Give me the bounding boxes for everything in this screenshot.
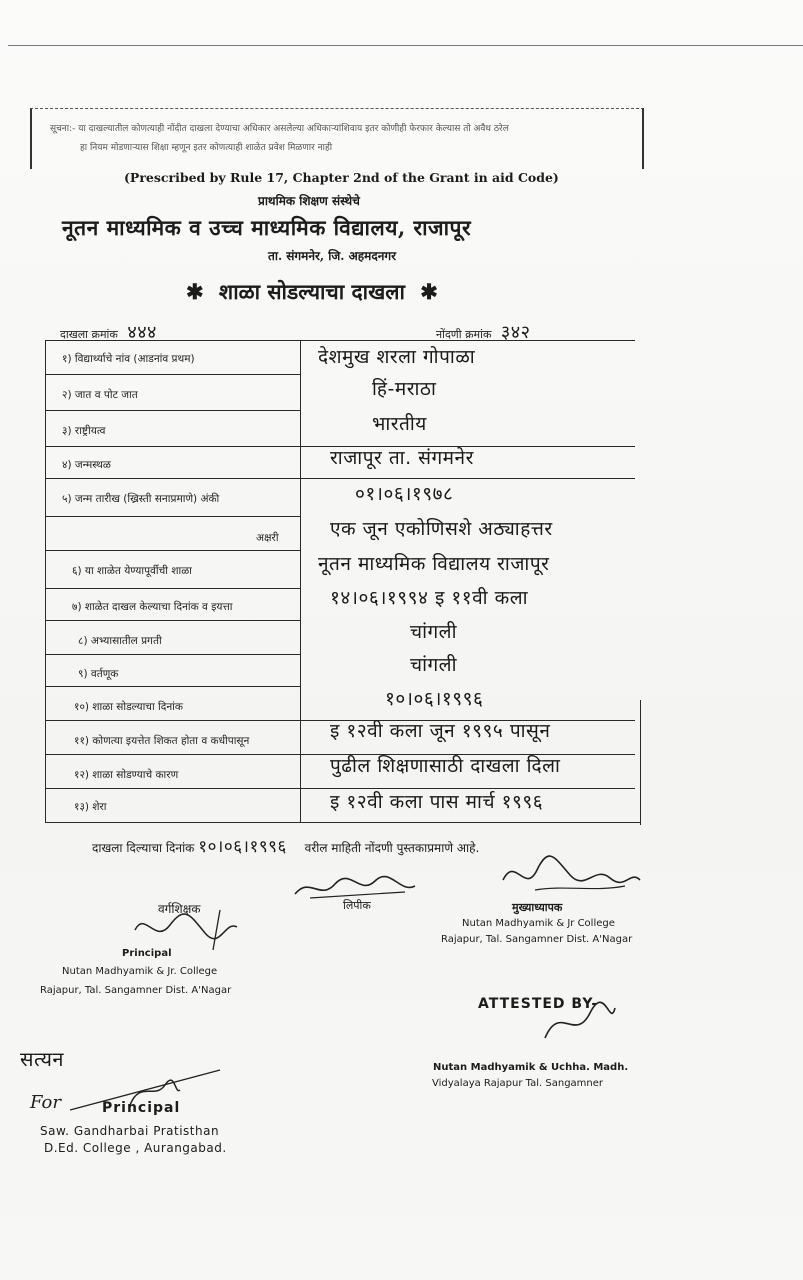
school-name: नूतन माध्यमिक व उच्च माध्यमिक विद्यालय, राजापूर: [62, 215, 472, 240]
row-label: अक्षरी: [256, 532, 279, 544]
school-location: ता. संगमनेर, जि. अहमदनगर: [268, 249, 397, 263]
principal-signature: [495, 850, 645, 900]
row-value: चांगली: [410, 654, 457, 676]
row-value: चांगली: [410, 621, 457, 643]
verified-note: वरील माहिती नोंदणी पुस्तकाप्रमाणे आहे.: [304, 841, 480, 855]
row-value: भारतीय: [372, 413, 427, 435]
row-label: ६) या शाळेत येण्यापूर्वीची शाळा: [72, 565, 192, 577]
row-label: ३) राष्ट्रीयत्व: [62, 425, 106, 437]
stamp-right-line-1: Nutan Madhyamik & Jr College: [462, 918, 615, 929]
stamp-right-line-2: Rajapur, Tal. Sangamner Dist. A'Nagar: [441, 934, 633, 945]
handwritten-name: सत्यन: [20, 1047, 65, 1071]
row-rule: [45, 686, 300, 687]
attest-stamp-line-1: Nutan Madhyamik & Uchha. Madh.: [433, 1062, 629, 1073]
table-bottom-rule: [45, 822, 640, 823]
row-label: २) जात व पोट जात: [62, 389, 138, 401]
notice-box: [30, 108, 644, 169]
header-subtitle: प्राथमिक शिक्षण संस्थेचे: [258, 194, 360, 208]
notice-line-2: हा नियम मोडणाऱ्यास शिक्षा म्हणून इतर कोणत्याही शाळेत प्रवेश मिळणार नाही: [80, 143, 333, 153]
row-label: ७) शाळेत दाखल केल्याचा दिनांक व इयत्ता: [72, 601, 233, 613]
handwritten-for: For: [30, 1092, 61, 1113]
issue-date-line: [92, 834, 479, 857]
row-value: इ १२वी कला पास मार्च १९९६: [330, 791, 544, 813]
row-value: हिं-मराठा: [372, 378, 437, 400]
table-divider: [300, 340, 301, 822]
attest-stamp-line-2: Vidyalaya Rajapur Tal. Sangamner: [432, 1078, 604, 1089]
row-rule: [45, 374, 300, 375]
notice-line-1: सूचना:- या दाखल्यातील कोणत्याही नोंदीत दाखला देण्याचा अधिकार असलेल्या अधिकाऱ्यांशिवाय इतर कोणीही फेरफार केल्यास तो अवैध ठरेल: [50, 124, 509, 134]
table-left-border: [45, 340, 46, 822]
row-rule: [45, 410, 300, 411]
dakhla-label: दाखला क्रमांक: [60, 328, 118, 341]
row-value: एक जून एकोणिसशे अठ्याहत्तर: [330, 518, 553, 540]
row-value: ०१।०६।१९७८: [355, 483, 454, 505]
row-value: इ १२वी कला जून १९९५ पासून: [330, 720, 551, 742]
row-label: १३) शेरा: [74, 801, 107, 813]
row-label: ४) जन्मस्थळ: [62, 459, 111, 471]
row-rule: [45, 588, 300, 589]
row-rule: [45, 620, 300, 621]
row-label: ५) जन्म तारीख (ख्रिस्ती सनाप्रमाणे) अंकी: [62, 493, 220, 505]
row-value: पुढील शिक्षणासाठी दाखला दिला: [330, 755, 561, 777]
row-rule: [45, 478, 635, 479]
stamp-left-line-2: Nutan Madhyamik & Jr. College: [62, 966, 218, 977]
dakhla-value: ४४४: [127, 322, 157, 343]
prescribed-rule: (Prescribed by Rule 17, Chapter 2nd of the Grant in aid Code): [124, 170, 559, 185]
certificate-title: [186, 278, 438, 306]
nondani-value: ३४२: [500, 322, 531, 343]
principal2-line-1: Saw. Gandharbai Pratisthan: [40, 1124, 220, 1138]
class-teacher-label: वर्गशिक्षक: [158, 902, 201, 916]
star-icon: ✱: [186, 279, 204, 304]
attest-signature: [540, 998, 620, 1048]
issue-label: दाखला दिल्याचा दिनांक: [92, 841, 195, 855]
row-value: देशमुख शरला गोपाळा: [318, 346, 476, 368]
row-value: १४।०६।१९९४ इ ११वी कला: [330, 587, 529, 609]
stamp-left-line-1: Principal: [122, 948, 172, 959]
top-rule: [8, 45, 803, 46]
row-value: राजापूर ता. संगमनेर: [330, 447, 474, 469]
nondani-label: नोंदणी क्रमांक: [436, 328, 492, 341]
principal-label: मुख्याध्यापक: [512, 901, 563, 914]
row-label: १) विद्यार्थ्याचे नांव (आडनांव प्रथम): [62, 353, 195, 365]
row-value: १०।०६।१९९६: [385, 688, 484, 710]
row-label: १२) शाळा सोडण्याचे कारण: [74, 769, 179, 781]
star-icon: ✱: [420, 279, 438, 304]
row-label: ९) वर्तणूक: [78, 668, 119, 680]
title-text: शाळा सोडल्याचा दाखला: [218, 279, 405, 304]
principal2-label: Principal: [102, 1100, 181, 1116]
row-label: १०) शाळा सोडल्याचा दिनांक: [74, 701, 183, 713]
clerk-label: लिपीक: [343, 899, 371, 912]
principal2-line-2: D.Ed. College , Aurangabad.: [44, 1141, 227, 1155]
row-label: ८) अभ्यासातील प्रगती: [78, 635, 162, 647]
row-rule: [45, 516, 300, 517]
issue-date: १०।०६।१९९६: [198, 837, 287, 857]
attested-by: ATTESTED BY-: [478, 996, 599, 1012]
row-rule: [45, 654, 300, 655]
row-value: नूतन माध्यमिक विद्यालय राजापूर: [318, 553, 550, 575]
table-top-rule: [45, 340, 635, 341]
row-label: ११) कोणत्या इयत्तेत शिकत होता व कधीपासून: [74, 735, 250, 747]
stamp-left-line-3: Rajapur, Tal. Sangamner Dist. A'Nagar: [40, 985, 232, 996]
table-right-border: [640, 700, 641, 825]
row-rule: [45, 550, 300, 551]
